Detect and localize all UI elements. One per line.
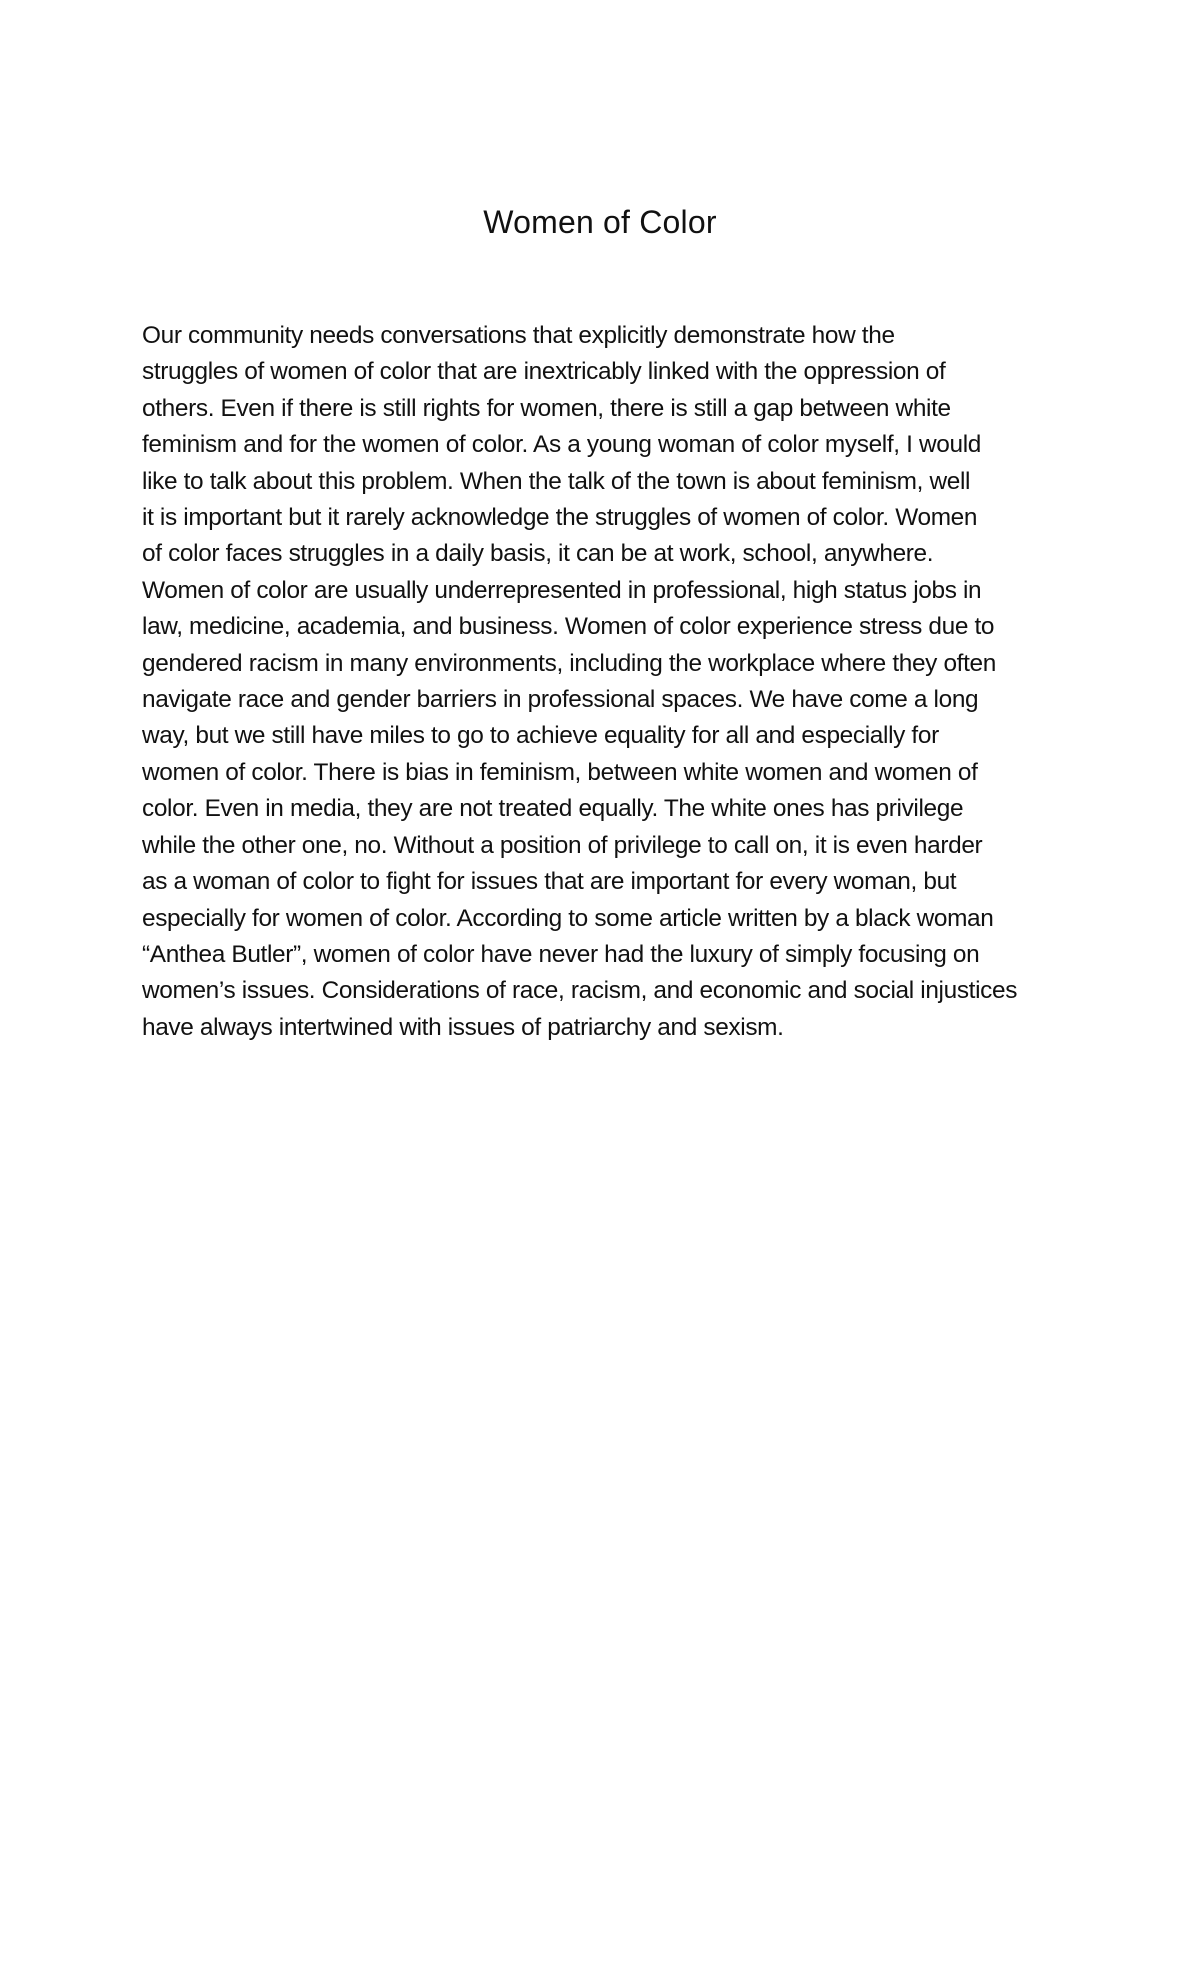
body-line: feminism and for the women of color. As a young woman of color myself, I would xyxy=(142,431,981,459)
body-line: have always intertwined with issues of patriarchy and sexism. xyxy=(142,1013,784,1041)
body-line: while the other one, no. Without a position of privilege to call on, it is even harder xyxy=(142,831,983,859)
body-line: women of color. There is bias in feminism, between white women and women of xyxy=(142,758,978,786)
body-line: Our community needs conversations that explicitly demonstrate how the xyxy=(142,322,895,349)
body-line: way, but we still have miles to go to achieve equality for all and especially for xyxy=(142,722,939,750)
body-line: like to talk about this problem. When the talk of the town is about feminism, well xyxy=(142,467,971,495)
body-line: struggles of women of color that are inextricably linked with the oppression of xyxy=(142,358,946,386)
document-title: Women of Color xyxy=(483,204,717,240)
body-line: “Anthea Butler”, women of color have never had the luxury of simply focusing on xyxy=(142,940,980,968)
body-line: navigate race and gender barriers in professional spaces. We have come a long xyxy=(142,686,979,714)
body-line: Women of color are usually underrepresented in professional, high status jobs in xyxy=(142,576,982,604)
body-line: women’s issues. Considerations of race, racism, and economic and social injustices xyxy=(142,977,1018,1005)
body-line: it is important but it rarely acknowledge the struggles of women of color. Women xyxy=(142,504,978,532)
body-line: of color faces struggles in a daily basis, it can be at work, school, anywhere. xyxy=(142,540,934,568)
body-line: law, medicine, academia, and business. Women of color experience stress due to xyxy=(142,613,995,641)
body-line: especially for women of color. According to some article written by a black woman xyxy=(142,904,994,932)
body-line: color. Even in media, they are not treated equally. The white ones has privilege xyxy=(142,795,964,823)
body-line: others. Even if there is still rights for women, there is still a gap between white xyxy=(142,394,951,422)
document-body xyxy=(142,318,1070,1046)
body-line: as a woman of color to fight for issues that are important for every woman, but xyxy=(142,868,957,896)
body-line: gendered racism in many environments, including the workplace where they often xyxy=(142,649,996,677)
